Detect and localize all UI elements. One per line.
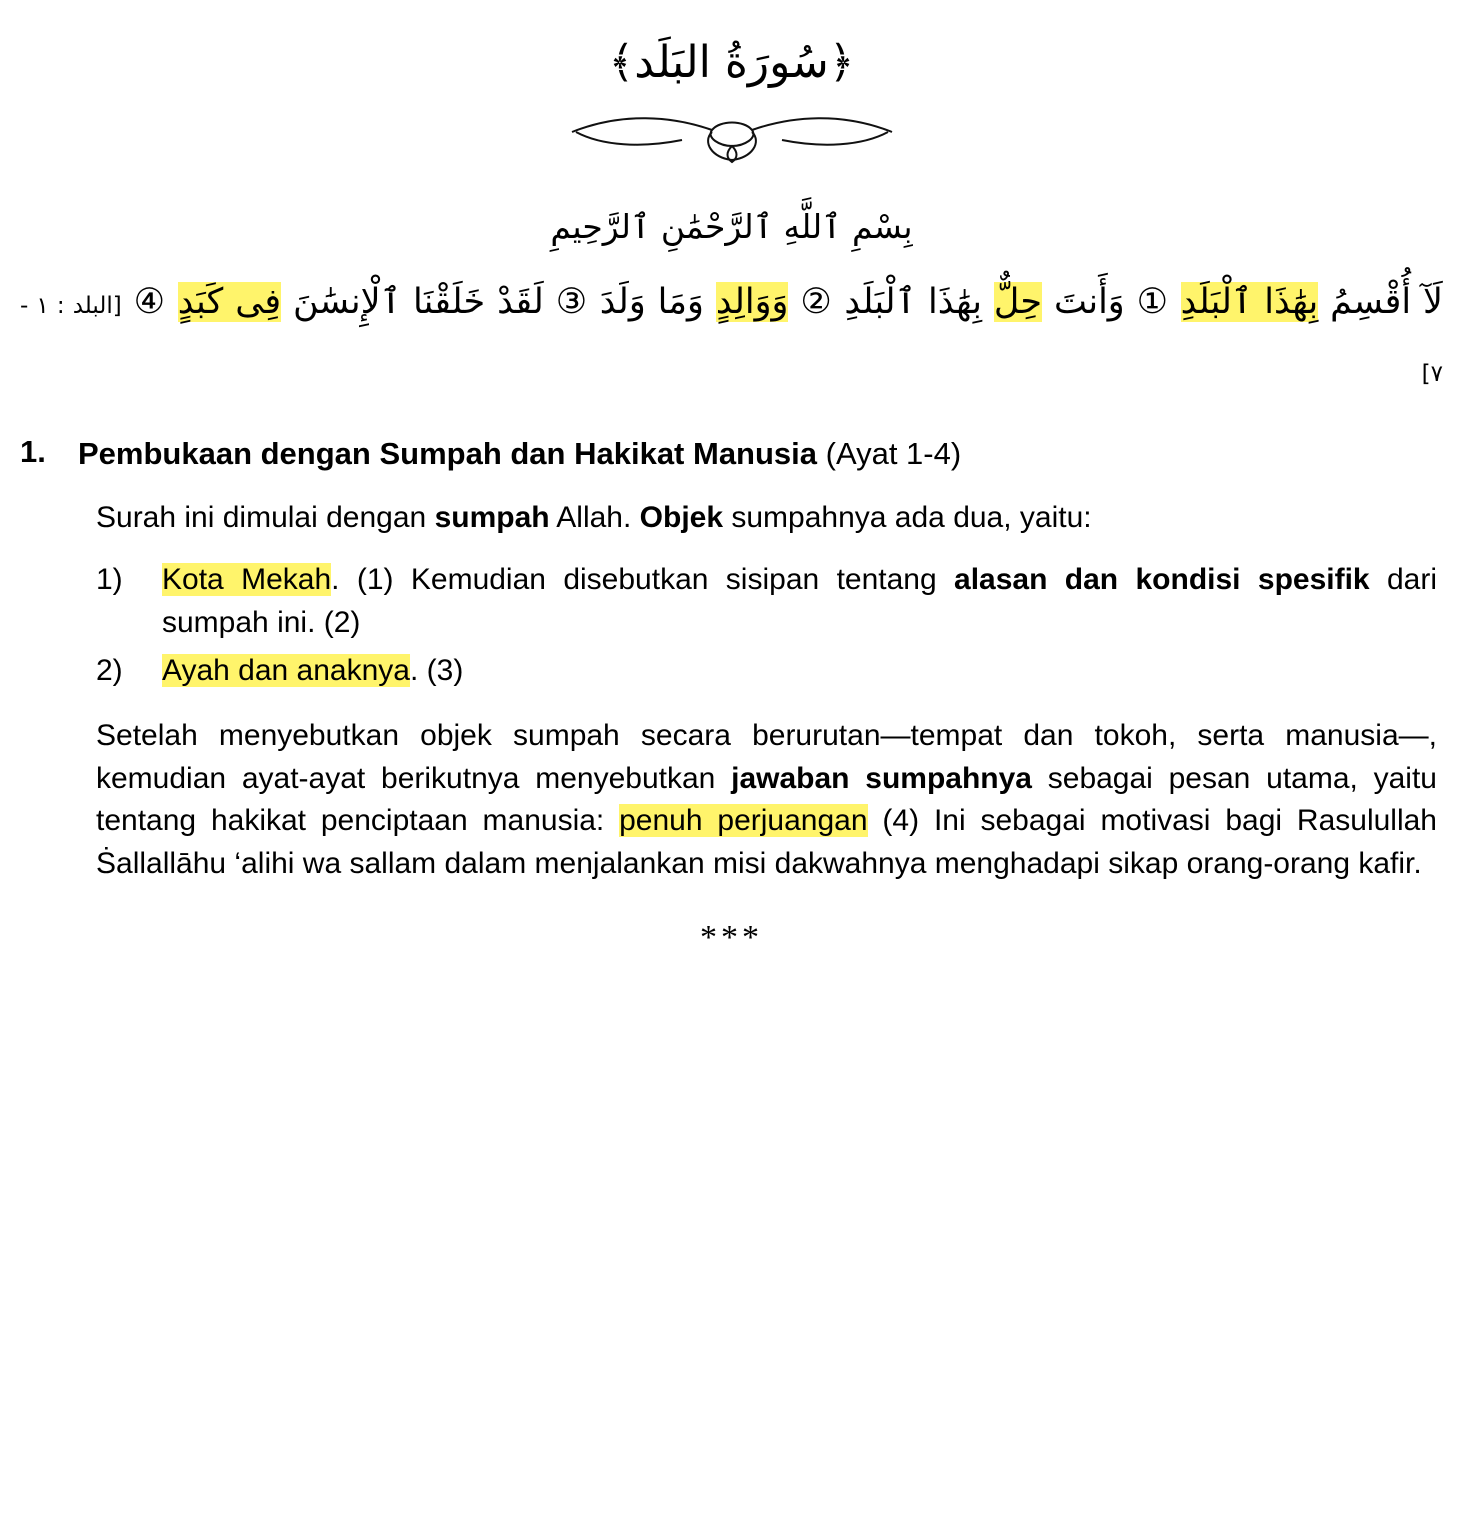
end-mark: *** (700, 919, 763, 957)
text-run-bold: sumpah (434, 500, 550, 534)
text-run: sumpahnya ada dua, yaitu: (723, 500, 1092, 534)
section-heading (18, 434, 1445, 474)
oath-object-list (96, 559, 1437, 693)
text-run-bold: alasan dan kondisi spesifik (954, 563, 1370, 597)
quran-text (122, 282, 1443, 322)
section-number: 1. (20, 434, 46, 470)
quran-segment: ④ (121, 281, 178, 322)
section-title (78, 434, 961, 474)
list-item-text (162, 650, 1437, 693)
quran-segment: لَآ أُقْسِمُ (1318, 281, 1443, 322)
section-body (96, 497, 1437, 886)
text-run-highlight: penuh perjuangan (619, 804, 868, 838)
section-title-bold: Pembukaan dengan Sumpah dan Hakikat Manusia (78, 436, 818, 472)
section-title-normal: (Ayat 1-4) (817, 436, 962, 472)
quran-highlight: بِهَٰذَا ٱلْبَلَدِ (1180, 281, 1319, 322)
text-run: . (1) Kemudian disebutkan sisipan tentang (331, 563, 955, 597)
text-run: Allah. (549, 500, 640, 534)
list-item-marker: 1) (96, 563, 123, 597)
quran-reference: [البلد : ١ - ٧] (20, 292, 1443, 388)
list-item-text (162, 559, 1437, 644)
text-run: (4) Ini sebagai motivasi bagi Rasulullah Ṡallallāhu ‘alihi wa sallam dalam menjalankan misi dakwahnya menghadapi sikap orang-orang kafir. (96, 804, 1437, 880)
text-run: Surah ini dimulai dengan (96, 500, 435, 534)
paragraph-explanation (96, 715, 1437, 885)
text-run: dari sumpah ini. (2) (162, 563, 1438, 639)
text-run: Setelah menyebutkan objek sumpah secara berurutan—tempat dan tokoh, serta manusia—, kemudian ayat-ayat berikutnya menyebutkan (96, 718, 1437, 795)
basmalah: بِسْمِ ٱللَّهِ ٱلرَّحْمَٰنِ ٱلرَّحِيمِ (550, 207, 913, 246)
text-run-bold: Objek (639, 500, 724, 534)
list-item (96, 650, 1437, 693)
ornament-divider (18, 102, 1445, 173)
quran-highlight: حِلٌّ (993, 281, 1043, 322)
quran-segment: وَمَا وَلَدَ ③ لَقَدْ خَلَقْنَا ٱلْإِنسَٰنَ (281, 281, 716, 322)
quran-segment: ① وَأَنتَ (1042, 281, 1181, 322)
list-item-marker: 2) (96, 654, 123, 688)
quran-verses (18, 268, 1445, 405)
text-run: . (3) (409, 654, 464, 688)
text-run-highlight: Ayah dan anaknya (162, 654, 410, 688)
quran-highlight: فِى كَبَدٍ (177, 281, 282, 322)
text-run-bold: jawaban sumpahnya (731, 761, 1032, 795)
quran-segment: بِهَٰذَا ٱلْبَلَدِ ② (788, 281, 994, 322)
quran-highlight: وَوَالِدٍ (715, 281, 789, 322)
list-item (96, 559, 1437, 644)
text-run: sebagai pesan utama, yaitu tentang hakikat penciptaan manusia: (96, 761, 1437, 838)
surah-title: ﴿سُورَةُ البَلَد﴾ (608, 37, 855, 88)
paragraph-intro (96, 497, 1437, 540)
text-run-highlight: Kota Mekah (162, 563, 332, 597)
ornament-icon (562, 102, 902, 166)
